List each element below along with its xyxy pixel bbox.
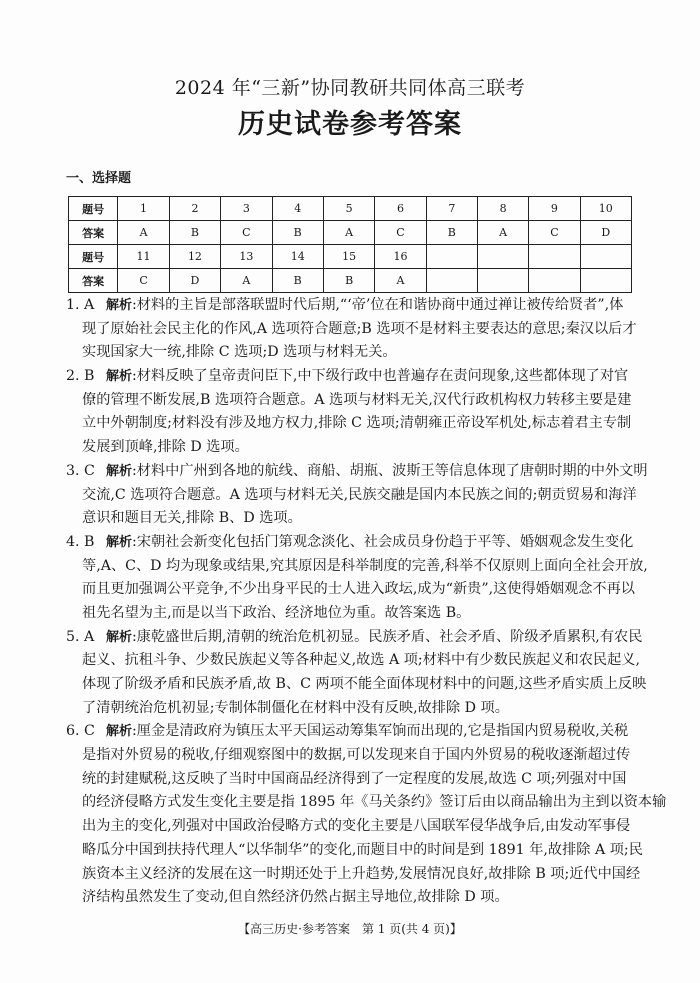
analysis-text-line: 等,A、C、D 均为现象或结果,究其原因是科举制度的完善,科举不仅原则上面向全社会开放, bbox=[82, 557, 648, 574]
table-cell bbox=[529, 269, 580, 293]
table-cell: 2 bbox=[169, 197, 220, 221]
answer-number: 2. B bbox=[66, 368, 95, 385]
analysis-text-line: 而且更加强调公平竞争,不少出身平民的士人进入政坛,成为“新贵”,这使得婚姻观念不再以 bbox=[82, 581, 635, 598]
table-cell bbox=[580, 269, 631, 293]
table-cell bbox=[477, 269, 528, 293]
answer-item bbox=[66, 626, 646, 721]
answer-item bbox=[66, 294, 646, 365]
table-cell: 5 bbox=[323, 197, 374, 221]
table-cell bbox=[529, 245, 580, 269]
analysis-text-line: 了清朝统治危机初显;专制体制僵化在材料中没有反映,故排除 D 项。 bbox=[82, 699, 509, 716]
table-cell: 14 bbox=[272, 245, 323, 269]
row-label: 题号 bbox=[69, 245, 118, 269]
analysis-label: 解析 bbox=[106, 463, 133, 479]
answer-first-line bbox=[66, 460, 646, 484]
page-footer: 【高三历史·参考答案 第 1 页(共 4 页)】 bbox=[238, 922, 462, 936]
table-row bbox=[69, 245, 632, 269]
answer-item bbox=[66, 531, 646, 626]
table-cell: B bbox=[272, 269, 323, 293]
analysis-text-line: 出为主的变化,列强对中国政治侵略方式的变化主要是八国联军侵华战争后,由发动军事侵 bbox=[82, 818, 631, 835]
answer-number: 1. A bbox=[66, 297, 95, 313]
table-cell: C bbox=[118, 269, 169, 293]
analysis-text-line: 祖先名望为主,而是以当下政治、经济地位为重。故答案选 B。 bbox=[82, 604, 471, 621]
table-cell: B bbox=[272, 221, 323, 245]
table-cell: C bbox=[529, 221, 580, 245]
answer-table bbox=[68, 196, 632, 293]
table-row bbox=[69, 269, 632, 293]
table-cell: 6 bbox=[375, 197, 426, 221]
table-cell: A bbox=[323, 221, 374, 245]
answer-number: 3. C bbox=[66, 462, 95, 479]
analysis-text-line: 意识和题目无关,排除 B、D 选项。 bbox=[82, 510, 302, 527]
analysis-text: :宋朝社会新变化包括门第观念淡化、社会成员身份趋于平等、婚姻观念发生变化 bbox=[132, 533, 634, 550]
answer-first-line bbox=[66, 294, 646, 318]
analysis-text-line: 立中外朝制度;材料没有涉及地方权力,排除 C 选项;清朝雍正帝设军机处,标志着君主专制 bbox=[82, 415, 632, 432]
analysis-label: 解析 bbox=[106, 369, 133, 385]
document-subtitle: 历史试卷参考答案 bbox=[238, 109, 462, 140]
answer-number: 4. B bbox=[66, 533, 95, 550]
analysis-text: :厘金是清政府为镇压太平天国运动筹集军饷而出现的,它是指国内贸易税收,关税 bbox=[132, 723, 629, 740]
row-label: 答案 bbox=[69, 221, 118, 245]
table-cell: C bbox=[375, 221, 426, 245]
table-cell bbox=[580, 245, 631, 269]
table-cell: B bbox=[323, 269, 374, 293]
analysis-text-line: 僚的管理不断发展,B 选项符合题意。A 选项与材料无关,汉代行政机构权力转移主要是建 bbox=[82, 391, 632, 408]
table-cell: A bbox=[118, 221, 169, 245]
table-cell: 1 bbox=[118, 197, 169, 221]
analysis-text-line: 体现了阶级矛盾和民族矛盾,故 B、C 两项不能全面体现材料中的问题,这些矛盾实质上反映 bbox=[82, 676, 647, 692]
table-cell: A bbox=[375, 269, 426, 293]
section-heading: 一、选择题 bbox=[66, 171, 132, 186]
analysis-text-line: 族资本主义经济的发展在这一时期还处于上升趋势,发展情况良好,故排除 B 项;近代中国经 bbox=[82, 865, 641, 882]
table-row bbox=[69, 221, 632, 245]
table-row bbox=[69, 197, 632, 221]
answer-first-line bbox=[66, 626, 646, 650]
answer-item bbox=[66, 460, 646, 531]
row-label: 答案 bbox=[69, 269, 118, 293]
analysis-text: :康乾盛世后期,清朝的统治危机初显。民族矛盾、社会矛盾、阶级矛盾累积,有农民 bbox=[132, 628, 643, 645]
analysis-label: 解析 bbox=[106, 298, 133, 313]
analysis-text-line: 济结构虽然发生了变动,但自然经济仍然占据主导地位,故排除 D 项。 bbox=[82, 889, 509, 906]
answer-number: 6. C bbox=[66, 723, 95, 740]
answer-number: 5. A bbox=[66, 628, 95, 645]
table-cell: B bbox=[169, 221, 220, 245]
table-cell: 15 bbox=[323, 245, 374, 269]
table-cell: 11 bbox=[118, 245, 169, 269]
table-cell: 8 bbox=[477, 197, 528, 221]
analysis-text-line: 略瓜分中国到扶持代理人“以华制华”的变化,而题目中的时间是到 1891 年,故排除 A 项;民 bbox=[82, 841, 643, 858]
analysis-text-line: 的经济侵略方式发生变化主要是指 1895 年《马关条约》签订后由以商品输出为主到以资本输 bbox=[82, 794, 667, 811]
analysis-label: 解析 bbox=[106, 629, 133, 645]
analysis-text-line: 现了原始社会民主化的作风,A 选项符合题意;B 选项不是材料主要表达的意思;秦汉以后才 bbox=[82, 320, 637, 337]
table-cell: 16 bbox=[375, 245, 426, 269]
table-cell bbox=[426, 245, 477, 269]
table-cell: 3 bbox=[221, 197, 272, 221]
analysis-text-line: 交流,C 选项符合题意。A 选项与材料无关,民族交融是国内本民族之间的;朝贡贸易和海洋 bbox=[82, 486, 637, 503]
analysis-text: :材料的主旨是部落联盟时代后期,“‘帝’位在和谐协商中通过禅让被传给贤者”,体 bbox=[132, 297, 624, 313]
table-cell: A bbox=[477, 221, 528, 245]
table-cell: B bbox=[426, 221, 477, 245]
table-cell: 10 bbox=[580, 197, 631, 221]
analysis-text-line: 是指对外贸易的税收,仔细观察图中的数据,可以发现来自于国内外贸易的税收逐渐超过传 bbox=[82, 747, 631, 764]
analysis-text: :材料反映了皇帝责问臣下,中下级行政中也普遍存在责问现象,这些都体现了对官 bbox=[132, 368, 629, 385]
table-cell: 7 bbox=[426, 197, 477, 221]
table-cell: D bbox=[169, 269, 220, 293]
analysis-text-line: 实现国家大一统,排除 C 选项;D 选项与材料无关。 bbox=[82, 344, 397, 361]
answer-first-line bbox=[66, 720, 646, 744]
table-cell: 9 bbox=[529, 197, 580, 221]
analysis-label: 解析 bbox=[106, 724, 133, 740]
answer-first-line bbox=[66, 365, 646, 389]
analysis-text-line: 统的封建赋税,这反映了当时中国商品经济得到了一定程度的发展,故选 C 项;列强对中国 bbox=[82, 770, 627, 787]
row-label: 题号 bbox=[69, 197, 118, 221]
analysis-text: :材料中广州到各地的航线、商船、胡瓶、波斯王等信息体现了唐朝时期的中外文明 bbox=[132, 462, 648, 479]
table-cell bbox=[426, 269, 477, 293]
table-cell bbox=[477, 245, 528, 269]
answer-item bbox=[66, 720, 667, 910]
table-cell: 4 bbox=[272, 197, 323, 221]
table-cell: 13 bbox=[221, 245, 272, 269]
exam-title: 2024 年“三新”协同教研共同体高三联考 bbox=[174, 77, 526, 99]
analysis-label: 解析 bbox=[106, 534, 133, 550]
analysis-text-line: 发展到顶峰,排除 D 选项。 bbox=[82, 439, 249, 456]
table-cell: D bbox=[580, 221, 631, 245]
answer-item bbox=[66, 365, 646, 460]
table-cell: A bbox=[221, 269, 272, 293]
answer-analysis-list bbox=[66, 294, 667, 910]
answer-first-line bbox=[66, 531, 646, 555]
analysis-text-line: 起义、抗租斗争、少数民族起义等各种起义,故选 A 项;材料中有少数民族起义和农民起义, bbox=[82, 652, 641, 669]
table-cell: 12 bbox=[169, 245, 220, 269]
table-cell: C bbox=[221, 221, 272, 245]
